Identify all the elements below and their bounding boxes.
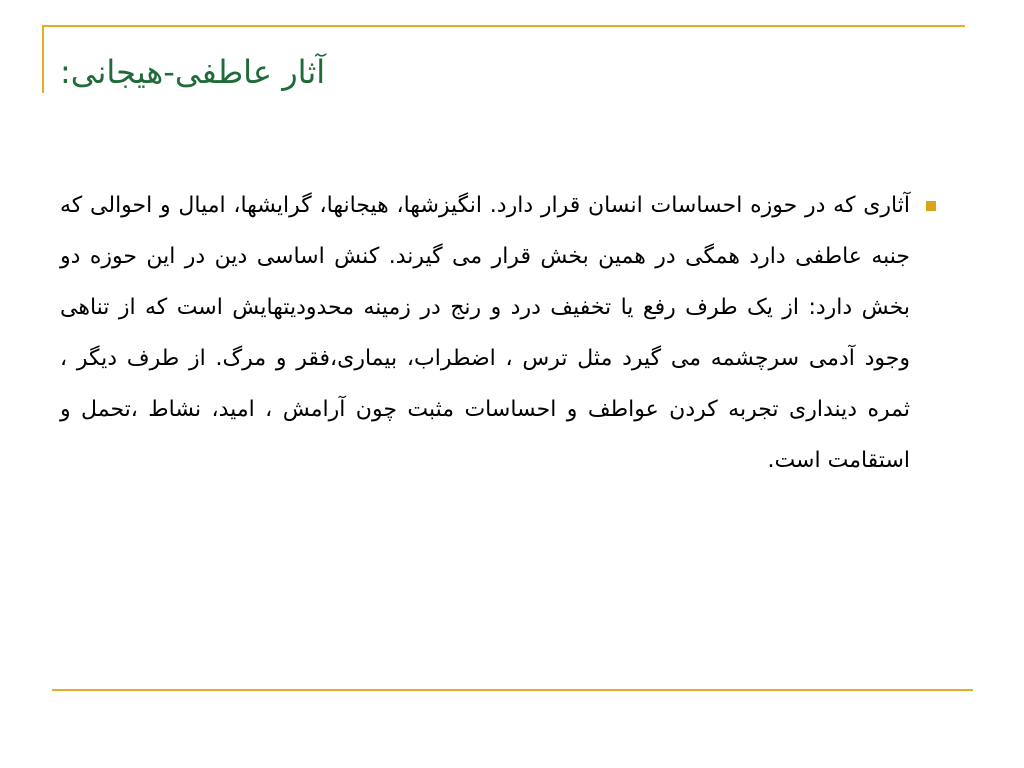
slide-body xyxy=(60,180,936,560)
slide-title: آثار عاطفی-هیجانی: xyxy=(60,53,326,91)
bullet-item xyxy=(60,180,936,486)
frame-left-rule xyxy=(42,25,44,93)
frame-top-rule xyxy=(42,25,965,27)
square-bullet-icon xyxy=(926,201,936,211)
frame-bottom-rule xyxy=(52,689,973,691)
bullet-text: آثاری که در حوزه احساسات انسان قرار دارد. انگیزشها، هیجانها، گرایشها، امیال و احوالی که جنبه عاطفی دارد همگی در همین بخش قرار می گیرند. کنش اساسی دین در این حوزه دو بخش دارد: از یک طرف رفع یا تخفیف درد و رنج در زمینه محدودیتهایش است که از تناهی وجود آدمی سرچشمه می گیرد مثل ترس ، اضطراب، بیماری،فقر و مرگ. از طرف دیگر ، ثمره دینداری تجربه کردن عواطف و احساسات مثبت چون آرامش ، امید، نشاط ،تحمل و استقامت است. xyxy=(60,193,910,473)
